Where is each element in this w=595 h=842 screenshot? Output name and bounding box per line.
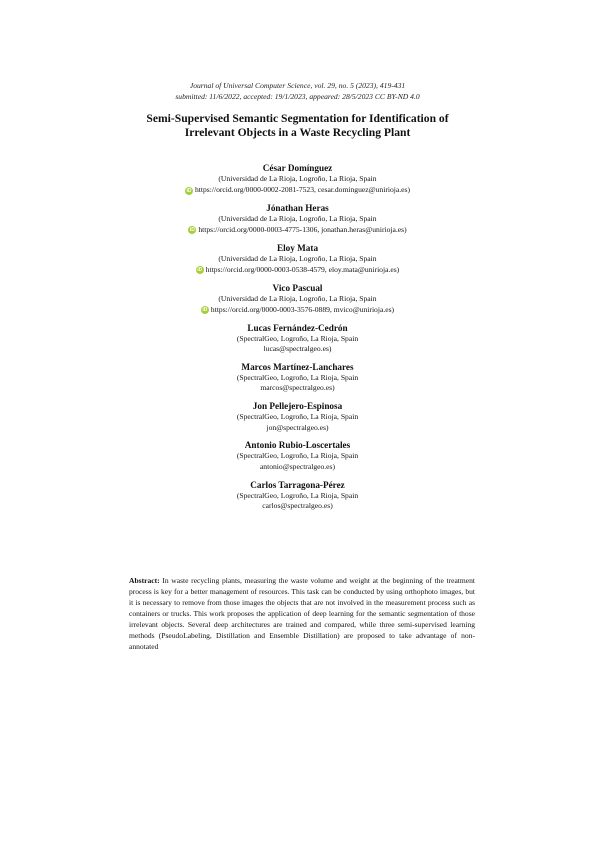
author-block bbox=[0, 322, 595, 355]
author-affiliation: (Universidad de La Rioja, Logroño, La Rioja, Spain bbox=[218, 174, 377, 183]
author-block bbox=[0, 202, 595, 236]
author-name: Lucas Fernández-Cedrón bbox=[247, 322, 348, 333]
author-name: Vico Pascual bbox=[272, 282, 323, 293]
abstract-label: Abstract: bbox=[129, 576, 160, 585]
title-line-2: Irrelevant Objects in a Waste Recycling Plant bbox=[184, 125, 411, 139]
author-affiliation: (Universidad de La Rioja, Logroño, La Rioja, Spain bbox=[218, 213, 377, 223]
author-affiliation: (SpectralGeo, Logroño, La Rioja, Spain bbox=[236, 372, 359, 382]
author-list bbox=[0, 162, 595, 518]
orcid-icon: iD bbox=[186, 187, 192, 194]
author-block bbox=[0, 439, 595, 472]
author-affiliation: (SpectralGeo, Logroño, La Rioja, Spain bbox=[236, 490, 359, 500]
author-email[interactable]: marcos@spectralgeo.es) bbox=[260, 383, 335, 393]
abstract-section bbox=[129, 575, 475, 652]
author-email[interactable]: antonio@spectralgeo.es) bbox=[259, 461, 336, 471]
author-block bbox=[0, 361, 595, 394]
author-email[interactable]: jon@spectralgeo.es) bbox=[266, 422, 329, 432]
orcid-icon: iD bbox=[202, 307, 208, 314]
journal-citation: Journal of Universal Computer Science, vol. 29, no. 5 (2023), 419-431 bbox=[189, 81, 406, 90]
author-contact-link[interactable]: https://orcid.org/0000-0003-4775-1306, jonathan.heras@unirioja.es) bbox=[198, 225, 407, 235]
author-affiliation: (Universidad de La Rioja, Logroño, La Rioja, Spain bbox=[218, 253, 377, 263]
title-line-1: Semi-Supervised Semantic Segmentation for Identification of bbox=[146, 112, 449, 125]
author-contact-link[interactable]: https://orcid.org/0000-0002-2081-7523, cesar.dominguez@unirioja.es) bbox=[194, 185, 410, 195]
author-contact-link[interactable]: https://orcid.org/0000-0003-3576-0889, mvico@unirioja.es) bbox=[210, 305, 395, 315]
author-email[interactable]: lucas@spectralgeo.es) bbox=[263, 344, 332, 354]
orcid-icon: iD bbox=[189, 227, 195, 234]
author-email[interactable]: carlos@spectralgeo.es) bbox=[262, 501, 333, 510]
author-affiliation: (SpectralGeo, Logroño, La Rioja, Spain bbox=[236, 451, 359, 461]
author-name: Jónathan Heras bbox=[266, 202, 329, 213]
submission-dates: submitted: 11/6/2022, accepted: 19/1/2023, appeared: 28/5/2023 CC BY-ND 4.0 bbox=[175, 91, 420, 101]
author-block bbox=[0, 162, 595, 196]
author-affiliation: (SpectralGeo, Logroño, La Rioja, Spain bbox=[236, 412, 359, 422]
author-block bbox=[0, 400, 595, 433]
author-affiliation: (SpectralGeo, Logroño, La Rioja, Spain bbox=[236, 333, 359, 343]
author-name: Eloy Mata bbox=[276, 242, 319, 253]
author-name: Carlos Tarragona-Pérez bbox=[250, 479, 345, 490]
author-name: César Domínguez bbox=[262, 163, 333, 173]
author-name: Antonio Rubio-Loscertales bbox=[244, 440, 351, 451]
author-block bbox=[0, 479, 595, 512]
abstract-text: In waste recycling plants, measuring the waste volume and weight at the beginning of the treatment process is key for a better management of resources. This task can be conducted by using orthophoto images, but it is necessary to remove from those images the objects that are not involved in the measurement process such as containers or trucks. This work proposes the application of deep learning for the semantic segmentation of those irrelevant objects. Several deep architectures are trained and compared, while three semi-supervised learning methods (PseudoLabeling, Distillation and Ensemble Distillation) are proposed to take advantage of non-annotated bbox=[129, 576, 475, 651]
author-name: Marcos Martínez-Lanchares bbox=[241, 361, 354, 372]
author-affiliation: (Universidad de La Rioja, Logroño, La Rioja, Spain bbox=[218, 293, 377, 303]
author-block bbox=[0, 282, 595, 316]
orcid-icon: iD bbox=[197, 267, 203, 274]
journal-header bbox=[0, 81, 595, 102]
author-name: Jon Pellejero-Espinosa bbox=[252, 401, 343, 412]
author-block bbox=[0, 242, 595, 276]
author-contact-link[interactable]: https://orcid.org/0000-0003-0538-4579, eloy.mata@unirioja.es) bbox=[205, 265, 400, 275]
paper-title bbox=[60, 112, 535, 140]
